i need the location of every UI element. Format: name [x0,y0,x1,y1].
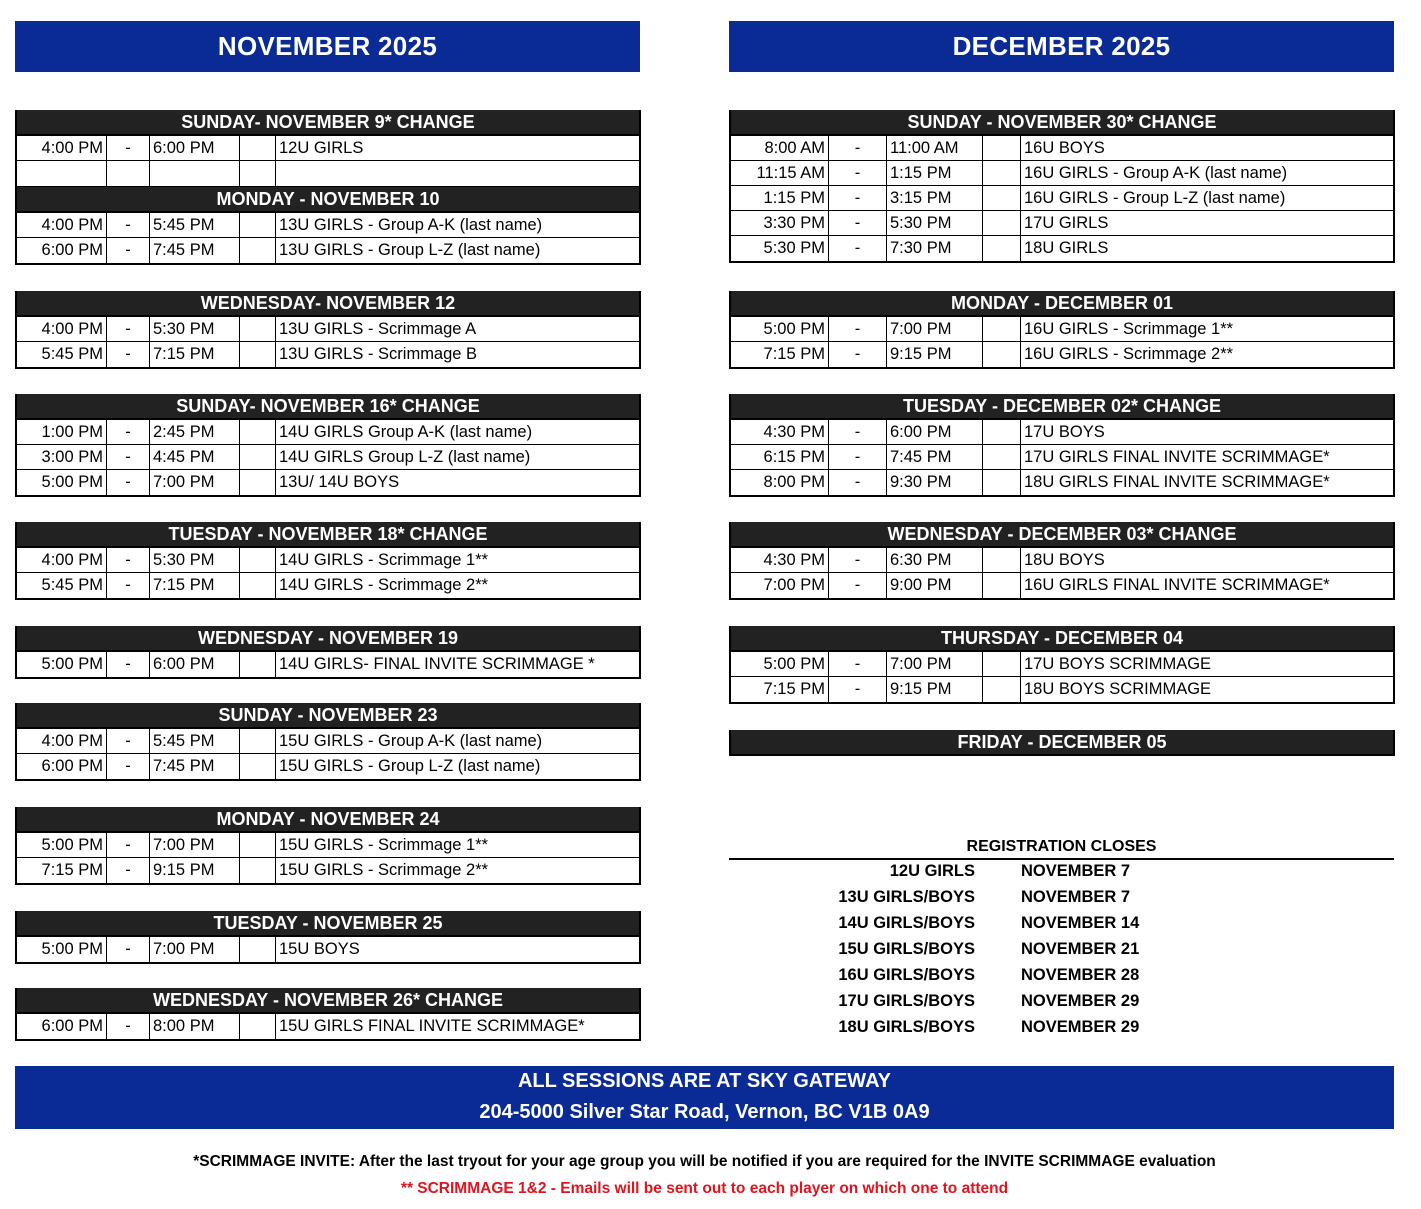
december-title: DECEMBER 2025 [952,31,1171,61]
spacer-cell [240,833,276,857]
time-separator: - [829,317,887,341]
day-header: SUNDAY- NOVEMBER 9* CHANGE [17,110,639,136]
time-separator: - [107,136,150,160]
start-time: 7:15 PM [731,342,829,367]
spacer-cell [240,729,276,753]
start-time: 5:45 PM [17,573,107,598]
session-row [17,937,639,962]
time-separator: - [107,420,150,444]
session-group: 16U GIRLS - Group A-K (last name) [1024,163,1288,182]
session-row [17,470,639,495]
session-row [731,652,1393,677]
spacer-cell [983,548,1021,572]
time-separator: - [107,342,150,367]
spacer-cell [240,317,276,341]
spacer-cell [240,937,276,962]
session-row [17,833,639,858]
start-time: 8:00 PM [731,470,829,495]
time-separator: - [829,677,887,702]
day-block [15,187,641,265]
end-time: 5:30 PM [887,211,983,235]
session-row [731,573,1393,598]
registration-group: 18U GIRLS/BOYS [838,1018,975,1036]
time-separator: - [829,211,887,235]
spacer-cell [240,652,276,677]
time-separator: - [829,342,887,367]
session-group: 13U GIRLS - Scrimmage A [279,319,477,338]
spacer-cell [983,420,1021,444]
start-time: 4:30 PM [731,420,829,444]
session-group: 13U/ 14U BOYS [279,473,400,491]
registration-group: 17U GIRLS/BOYS [838,992,975,1010]
end-time: 9:15 PM [887,342,983,367]
session-group: 14U GIRLS - Scrimmage 1** [279,550,489,569]
day-block [15,522,641,600]
time-separator: - [829,236,887,261]
session-row [17,317,639,342]
session-row [17,136,639,161]
time-separator: - [829,445,887,469]
day-header: TUESDAY - DECEMBER 02* CHANGE [731,394,1393,420]
registration-title: REGISTRATION CLOSES [966,838,1157,855]
end-time: 5:45 PM [150,213,240,237]
start-time: 5:45 PM [17,342,107,367]
session-group: 18U BOYS [1024,550,1105,569]
start-time: 1:15 PM [731,186,829,210]
start-time [17,161,107,186]
end-time: 5:45 PM [150,729,240,753]
registration-row [729,1018,1394,1044]
day-block [15,291,641,369]
session-group: 12U GIRLS [279,138,364,157]
session-group: 15U GIRLS - Scrimmage 1** [279,835,489,854]
spacer-cell [240,238,276,263]
spacer-cell [983,161,1021,185]
session-row [17,754,639,779]
end-time: 11:00 AM [887,136,983,160]
spacer-cell [240,136,276,160]
session-row [17,342,639,367]
session-group: 17U GIRLS [1024,213,1109,232]
start-time: 5:00 PM [17,833,107,857]
start-time: 6:00 PM [17,1014,107,1039]
end-time: 7:45 PM [887,445,983,469]
end-time: 6:00 PM [887,420,983,444]
session-group: 15U BOYS [279,940,360,958]
time-separator: - [107,1014,150,1039]
start-time: 6:00 PM [17,238,107,263]
session-group: 15U GIRLS FINAL INVITE SCRIMMAGE* [279,1017,585,1035]
session-group: 14U GIRLS - Scrimmage 2** [279,576,489,594]
spacer-cell [983,677,1021,702]
session-group: 14U GIRLS- FINAL INVITE SCRIMMAGE * [279,655,595,673]
spacer-cell [983,136,1021,160]
session-row [731,161,1393,186]
start-time: 4:30 PM [731,548,829,572]
day-header: WEDNESDAY- NOVEMBER 12 [17,291,639,317]
start-time: 6:15 PM [731,445,829,469]
session-group: 17U GIRLS FINAL INVITE SCRIMMAGE* [1024,447,1330,466]
day-block [15,807,641,885]
session-row [17,548,639,573]
spacer-cell [240,754,276,779]
day-header: WEDNESDAY - DECEMBER 03* CHANGE [731,522,1393,548]
spacer-cell [983,652,1021,676]
start-time: 4:00 PM [17,548,107,572]
end-time: 3:15 PM [887,186,983,210]
spacer-cell [983,342,1021,367]
registration-date: NOVEMBER 28 [1021,966,1140,984]
spacer-cell [240,1014,276,1039]
day-block [15,394,641,497]
session-row [731,677,1393,702]
end-time: 8:00 PM [150,1014,240,1039]
november-title: NOVEMBER 2025 [217,31,438,61]
spacer-cell [240,420,276,444]
session-group: 14U GIRLS Group A-K (last name) [279,422,533,441]
start-time: 11:15 AM [731,161,829,185]
end-time: 9:00 PM [887,573,983,598]
time-separator: - [107,729,150,753]
start-time: 8:00 AM [731,136,829,160]
start-time: 5:00 PM [731,317,829,341]
time-separator [107,161,150,186]
invite-note: *SCRIMMAGE INVITE: After the last tryout for your age group you will be notified if you are required for the INVITE SCRIMMAGE evaluation [193,1153,1216,1170]
spacer-cell [240,445,276,469]
registration-date: NOVEMBER 29 [1021,992,1140,1010]
end-time: 5:30 PM [150,548,240,572]
registration-group: 13U GIRLS/BOYS [838,888,975,906]
session-row [17,573,639,598]
session-group: 18U GIRLS FINAL INVITE SCRIMMAGE* [1024,473,1330,491]
registration-date: NOVEMBER 7 [1021,888,1131,906]
time-separator: - [107,470,150,495]
spacer-cell [983,317,1021,341]
session-group: 13U GIRLS - Group A-K (last name) [279,215,543,234]
end-time: 6:30 PM [887,548,983,572]
day-block [15,988,641,1041]
spacer-cell [240,573,276,598]
end-time: 9:15 PM [150,858,240,883]
day-block [729,626,1395,704]
registration-row [729,914,1394,940]
day-block [15,110,641,188]
time-separator: - [107,937,150,962]
session-group: 15U GIRLS - Group L-Z (last name) [279,757,541,775]
session-group: 18U BOYS SCRIMMAGE [1024,680,1212,698]
registration-row [729,862,1394,888]
session-group [276,161,639,186]
spacer-cell [240,161,276,186]
session-row [17,858,639,883]
start-time: 7:15 PM [17,858,107,883]
time-separator: - [107,213,150,237]
end-time: 7:00 PM [887,317,983,341]
location-banner [15,1066,1394,1129]
session-group: 13U GIRLS - Scrimmage B [279,345,478,363]
registration-row [729,888,1394,914]
day-header: MONDAY - NOVEMBER 10 [17,187,639,213]
time-separator: - [107,833,150,857]
end-time: 6:00 PM [150,652,240,677]
day-block [729,291,1395,369]
december-banner [729,21,1394,72]
spacer-cell [240,548,276,572]
time-separator: - [107,858,150,883]
day-header: TUESDAY - NOVEMBER 25 [17,911,639,937]
spacer-cell [983,186,1021,210]
end-time: 7:45 PM [150,238,240,263]
end-time: 6:00 PM [150,136,240,160]
end-time: 9:15 PM [887,677,983,702]
start-time: 5:30 PM [731,236,829,261]
location-name: ALL SESSIONS ARE AT SKY GATEWAY [517,1070,892,1092]
day-block [15,626,641,679]
day-header: SUNDAY - NOVEMBER 30* CHANGE [731,110,1393,136]
end-time: 4:45 PM [150,445,240,469]
day-block [15,703,641,781]
session-group: 15U GIRLS - Scrimmage 2** [279,861,489,879]
day-block [729,394,1395,497]
session-row [731,420,1393,445]
session-group: 17U BOYS SCRIMMAGE [1024,654,1212,673]
end-time [150,161,240,186]
time-separator: - [107,548,150,572]
day-header: TUESDAY - NOVEMBER 18* CHANGE [17,522,639,548]
session-row [17,420,639,445]
time-separator: - [107,652,150,677]
session-row [17,652,639,677]
time-separator: - [829,186,887,210]
start-time: 5:00 PM [17,652,107,677]
spacer-cell [983,573,1021,598]
day-header: FRIDAY - DECEMBER 05 [731,730,1393,756]
start-time: 4:00 PM [17,317,107,341]
session-group: 14U GIRLS Group L-Z (last name) [279,447,531,466]
session-row [731,236,1393,261]
registration-date: NOVEMBER 29 [1021,1018,1140,1036]
registration-row [729,992,1394,1018]
end-time: 2:45 PM [150,420,240,444]
registration-group: 16U GIRLS/BOYS [838,966,975,984]
time-separator: - [829,136,887,160]
day-header: MONDAY - DECEMBER 01 [731,291,1393,317]
start-time: 3:00 PM [17,445,107,469]
end-time: 7:15 PM [150,573,240,598]
registration-row [729,966,1394,992]
end-time: 7:15 PM [150,342,240,367]
day-block [15,911,641,964]
november-banner [15,21,640,72]
day-header: MONDAY - NOVEMBER 24 [17,807,639,833]
day-block [729,522,1395,600]
start-time: 5:00 PM [17,937,107,962]
day-header: SUNDAY- NOVEMBER 16* CHANGE [17,394,639,420]
spacer-cell [983,236,1021,261]
start-time: 7:00 PM [731,573,829,598]
time-separator: - [107,238,150,263]
registration-divider [729,858,1394,860]
start-time: 5:00 PM [731,652,829,676]
session-row [731,342,1393,367]
start-time: 6:00 PM [17,754,107,779]
day-header: WEDNESDAY - NOVEMBER 19 [17,626,639,652]
day-block [729,110,1395,263]
time-separator: - [829,161,887,185]
session-row [17,729,639,754]
end-time: 5:30 PM [150,317,240,341]
end-time: 7:30 PM [887,236,983,261]
session-row [731,136,1393,161]
session-group: 18U GIRLS [1024,239,1109,257]
time-separator: - [829,470,887,495]
registration-date: NOVEMBER 7 [1021,862,1131,880]
session-row [17,1014,639,1039]
end-time: 9:30 PM [887,470,983,495]
session-row [17,238,639,263]
day-header: THURSDAY - DECEMBER 04 [731,626,1393,652]
session-group: 17U BOYS [1024,422,1105,441]
end-time: 7:00 PM [150,470,240,495]
end-time: 7:45 PM [150,754,240,779]
end-time: 1:15 PM [887,161,983,185]
start-time: 1:00 PM [17,420,107,444]
start-time: 7:15 PM [731,677,829,702]
end-time: 7:00 PM [887,652,983,676]
time-separator: - [107,445,150,469]
registration-date: NOVEMBER 21 [1021,940,1140,958]
session-group: 15U GIRLS - Group A-K (last name) [279,731,543,750]
session-row [731,186,1393,211]
start-time: 3:30 PM [731,211,829,235]
day-header: SUNDAY - NOVEMBER 23 [17,703,639,729]
spacer-cell [983,445,1021,469]
spacer-cell [240,858,276,883]
session-group: 16U GIRLS FINAL INVITE SCRIMMAGE* [1024,576,1330,594]
spacer-cell [240,213,276,237]
time-separator: - [829,652,887,676]
session-group: 16U BOYS [1024,138,1105,157]
end-time: 7:00 PM [150,833,240,857]
time-separator: - [829,573,887,598]
registration-date: NOVEMBER 14 [1021,914,1140,932]
start-time: 4:00 PM [17,213,107,237]
time-separator: - [829,420,887,444]
day-header: WEDNESDAY - NOVEMBER 26* CHANGE [17,988,639,1014]
time-separator: - [107,754,150,779]
time-separator: - [107,573,150,598]
registration-group: 14U GIRLS/BOYS [838,914,975,932]
spacer-cell [240,470,276,495]
location-address: 204-5000 Silver Star Road, Vernon, BC V1B 0A9 [479,1101,930,1123]
session-row [731,445,1393,470]
session-group: 16U GIRLS - Scrimmage 2** [1024,345,1234,363]
registration-group: 12U GIRLS [889,862,975,880]
session-row [731,470,1393,495]
registration-group: 15U GIRLS/BOYS [838,940,975,958]
session-row [17,213,639,238]
session-group: 16U GIRLS - Scrimmage 1** [1024,319,1234,338]
session-row [731,211,1393,236]
start-time: 5:00 PM [17,470,107,495]
spacer-cell [983,470,1021,495]
time-separator: - [829,548,887,572]
spacer-cell [983,211,1021,235]
start-time: 4:00 PM [17,729,107,753]
scrimmage-note: ** SCRIMMAGE 1&2 - Emails will be sent out to each player on which one to attend [400,1180,1009,1197]
session-group: 13U GIRLS - Group L-Z (last name) [279,241,541,259]
session-row [731,317,1393,342]
session-group: 16U GIRLS - Group L-Z (last name) [1024,188,1286,207]
registration-row [729,940,1394,966]
spacer-cell [240,342,276,367]
end-time: 7:00 PM [150,937,240,962]
session-row [731,548,1393,573]
start-time: 4:00 PM [17,136,107,160]
session-row [17,161,639,186]
day-block [729,730,1395,756]
time-separator: - [107,317,150,341]
session-row [17,445,639,470]
